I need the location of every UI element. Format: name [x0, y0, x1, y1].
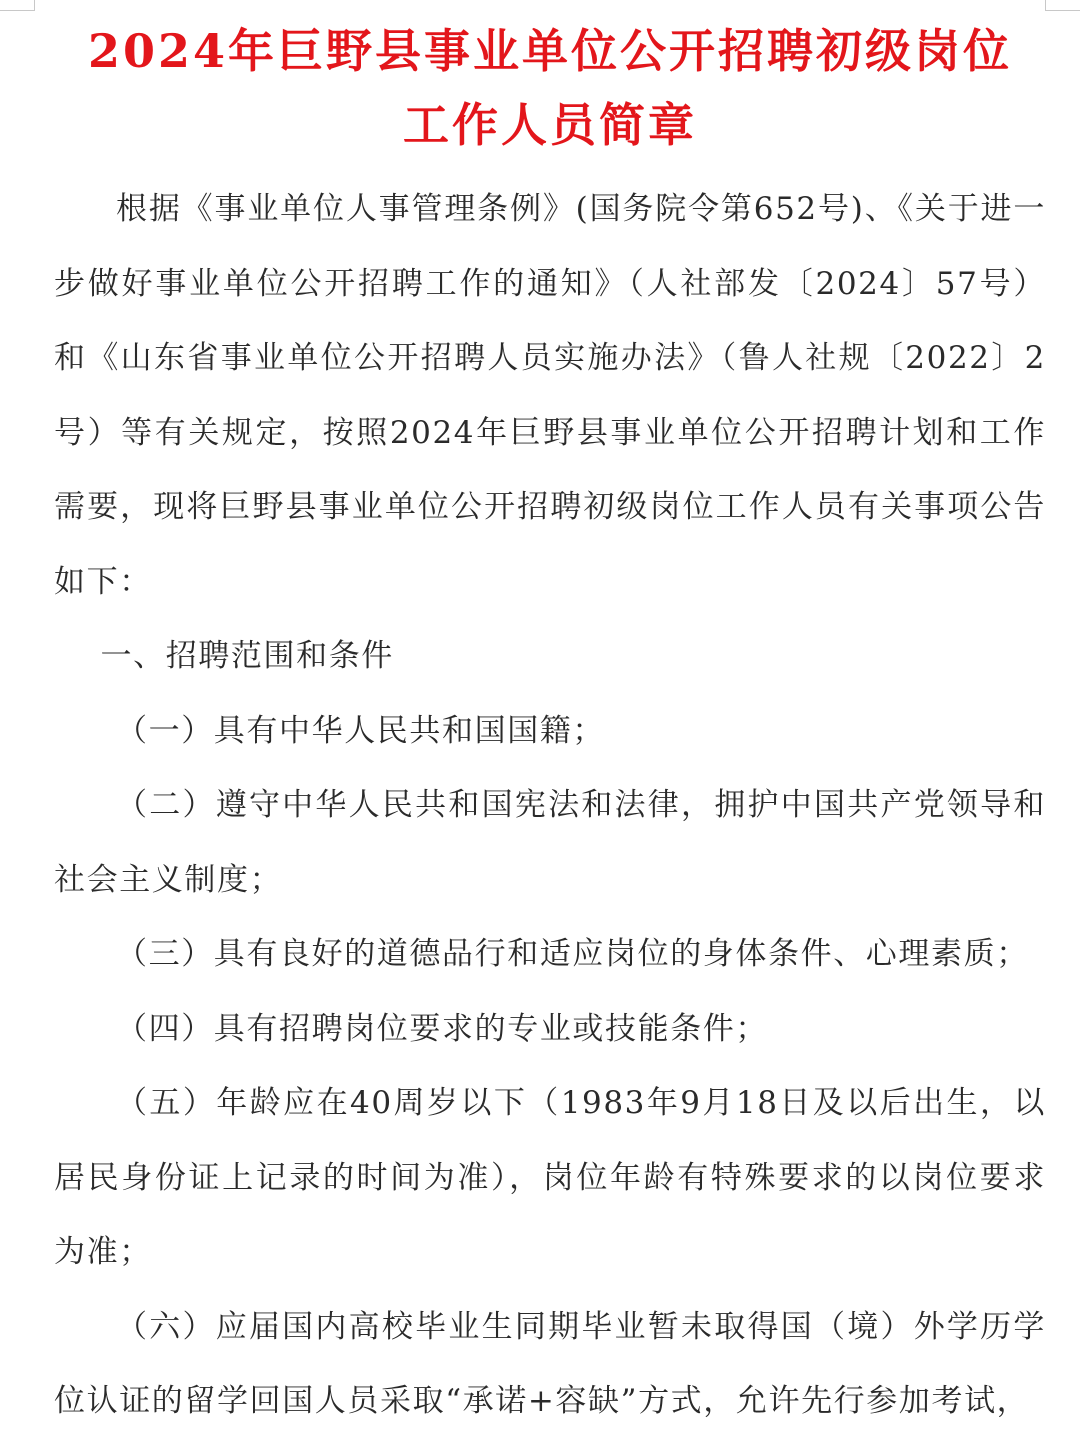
- condition-item-2: （二）遵守中华人民共和国宪法和法律，拥护中国共产党领导和社会主义制度；: [54, 787, 1046, 898]
- page-corner-mark-right: [1045, 0, 1080, 11]
- condition-item-3: （三）具有良好的道德品行和适应岗位的身体条件、心理素质；: [116, 936, 1029, 972]
- document-title-line-2: 工作人员简章: [403, 98, 697, 152]
- document-title-line-1: 2024年巨野县事业单位公开招聘初级岗位: [87, 24, 1013, 78]
- condition-item-5: （五）年龄应在40周岁以下（1983年9月18日及以后出生，以居民身份证上记录的时间为准），岗位年龄有特殊要求的以岗位要求为准；: [54, 1085, 1046, 1270]
- intro-paragraph: 根据《事业单位人事管理条例》(国务院令第652号)、《关于进一步做好事业单位公开招聘工作的通知》（人社部发〔2024〕57号）和《山东省事业单位公开招聘人员实施办法》（鲁人社规〔2022〕2号）等有关规定，按照2024年巨野县事业单位公开招聘计划和工作需要，现将巨野县事业单位公开招聘初级岗位工作人员有关事项公告如下：: [54, 191, 1046, 600]
- document-title: [54, 14, 1046, 162]
- document-page: [54, 14, 1046, 1439]
- section-heading: 一、招聘范围和条件: [100, 638, 394, 674]
- document-body: [54, 172, 1046, 1439]
- condition-item-1: （一）具有中华人民共和国国籍；: [116, 712, 605, 749]
- condition-item-4: （四）具有招聘岗位要求的专业或技能条件；: [116, 1010, 768, 1047]
- page-corner-mark-left: [0, 0, 35, 11]
- condition-item-6: （六）应届国内高校毕业生同期毕业暂未取得国（境）外学历学位认证的留学回国人员采取“承诺+容缺”方式，允许先行参加考试，: [54, 1308, 1046, 1419]
